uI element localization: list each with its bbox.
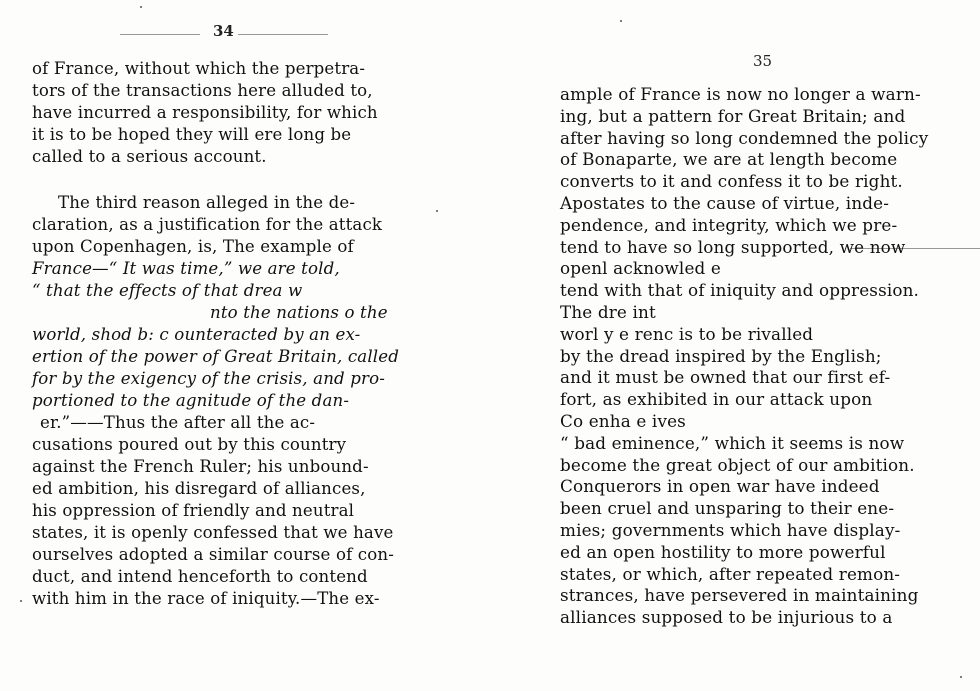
text-line: openl acknowled e: [560, 258, 721, 279]
italic-text: “ that the effects of that drea w: [32, 281, 303, 300]
text-line: called to a serious account.: [32, 147, 267, 166]
text-line: mies; governments which have display-: [560, 519, 901, 540]
text-line: his oppression of friendly and neutral: [32, 501, 355, 520]
text-line: The third reason alleged in the de-: [58, 193, 356, 212]
italic-text: ertion of the power of Great Britain, called: [32, 347, 400, 366]
scan-speck: [620, 20, 622, 22]
text-line: duct, and intend henceforth to contend: [32, 567, 368, 586]
text-line: become the great object of our ambition.: [560, 454, 915, 475]
italic-text: world, shod b: c ounteracted by an ex-: [32, 325, 361, 344]
paragraph-gap: [32, 168, 432, 192]
italic-text: nto the nations o the: [210, 303, 388, 322]
text-line: ample of France is now no longer a warn-: [560, 84, 921, 104]
text-line: Conquerors in open war have indeed: [560, 476, 880, 497]
text-line: [32, 368, 432, 390]
text-line: have incurred a responsibility, for which: [32, 103, 378, 122]
text-line: [32, 302, 432, 324]
scan-speck: [436, 210, 438, 212]
text-line: The dre int: [560, 301, 656, 322]
text-line: with him in the race of iniquity.—The ex-: [32, 589, 380, 608]
text-line: by the dread inspired by the English;: [560, 345, 882, 366]
text-line: been cruel and unsparing to their ene-: [560, 498, 895, 519]
text-line: ed an open hostility to more powerful: [560, 541, 886, 562]
text-line: of France, without which the perpetra-: [32, 59, 366, 78]
text-line: pendence, and integrity, which we pre-: [560, 214, 898, 235]
text-line: ourselves adopted a similar course of con-: [32, 545, 394, 564]
text-line: after having so long condemned the policy: [560, 127, 929, 148]
text-line: and it must be owned that our first ef-: [560, 367, 891, 388]
right-page: [520, 0, 980, 691]
header-rule-right: [238, 34, 328, 35]
text-line: alliances supposed to be injurious to a: [560, 607, 893, 628]
right-page-text: [560, 84, 960, 629]
text-line: states, or which, after repeated remon-: [560, 563, 901, 584]
text-line: states, it is openly confessed that we have: [32, 523, 394, 542]
text-line: ing, but a pattern for Great Britain; and: [560, 105, 906, 126]
text-line: cusations poured out by this country: [32, 435, 347, 454]
page-number-left: 34: [213, 22, 234, 40]
italic-text: for by the exigency of the crisis, and pro-: [32, 369, 385, 388]
text-line: converts to it and confess it to be right.: [560, 171, 903, 192]
text-line: upon Copenhagen, is, The example of: [32, 237, 354, 256]
text-line: Co enha e ives: [560, 410, 686, 431]
text-line: ed ambition, his disregard of alliances,: [32, 479, 366, 498]
text-line: fort, as exhibited in our attack upon: [560, 389, 873, 410]
left-page: [0, 0, 470, 691]
scan-speck: [20, 600, 22, 602]
italic-text: France—“ It was time,” we are told,: [32, 259, 340, 278]
text-line: [32, 390, 432, 412]
text-line: tend to have so long supported, we now: [560, 236, 906, 257]
text-line: strances, have persevered in maintaining: [560, 585, 919, 606]
scan-speck: [140, 6, 142, 8]
text-line: against the French Ruler; his unbound-: [32, 457, 369, 476]
text-line: Apostates to the cause of virtue, inde-: [560, 192, 890, 213]
text-line: “ bad eminence,” which it seems is now: [560, 432, 905, 453]
scan-speck: [960, 676, 962, 678]
left-page-text: [32, 58, 432, 610]
text-line: er.”——Thus the after all the ac-: [40, 413, 316, 432]
text-line: [32, 280, 432, 302]
text-line: worl y e renc is to be rivalled: [560, 323, 814, 344]
text-line: claration, as a justification for the attack: [32, 215, 383, 234]
page-number-right: 35: [753, 52, 773, 70]
text-line: [32, 324, 432, 346]
header-rule-left: [120, 34, 200, 35]
text-line: tors of the transactions here alluded to,: [32, 81, 373, 100]
text-line: it is to be hoped they will ere long be: [32, 125, 352, 144]
text-line: tend with that of iniquity and oppression.: [560, 280, 920, 301]
text-line: of Bonaparte, we are at length become: [560, 149, 898, 170]
text-line: [32, 258, 432, 280]
text-line: [32, 346, 432, 368]
italic-text: portioned to the agnitude of the dan-: [32, 391, 350, 410]
